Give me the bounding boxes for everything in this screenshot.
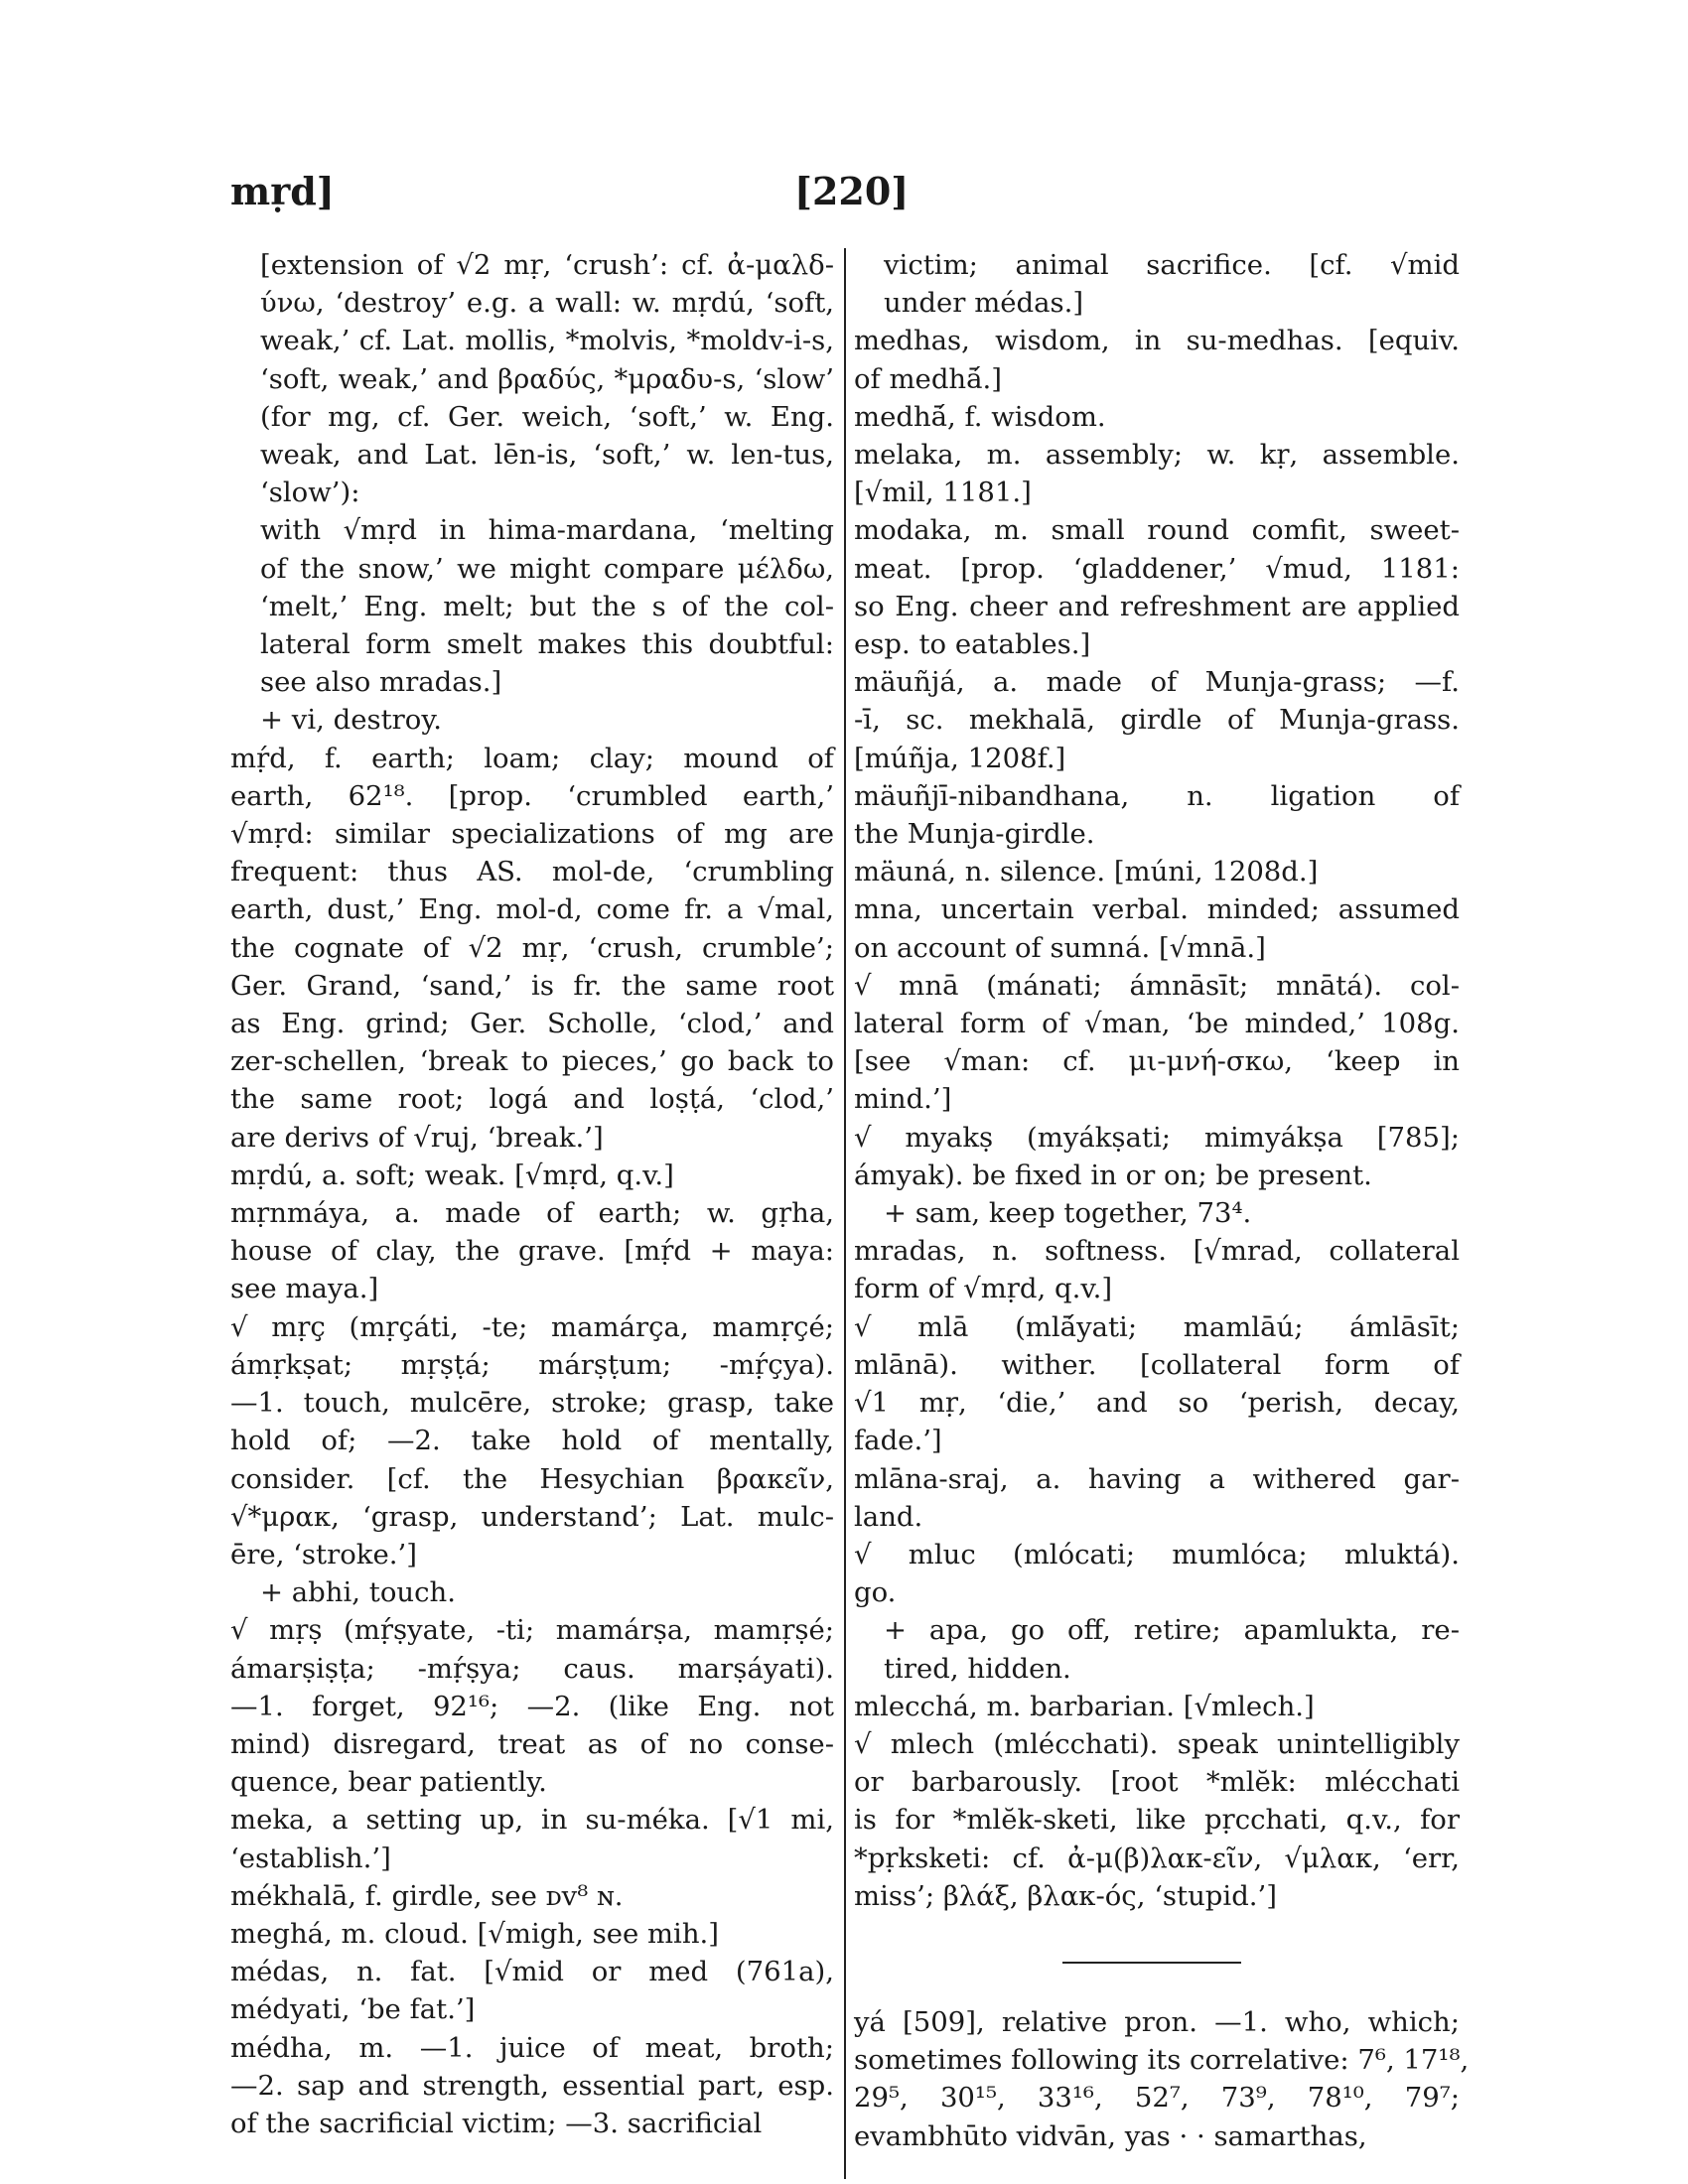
entry-continuation [854, 1611, 1460, 1687]
dictionary-entry [854, 436, 1460, 511]
text-line: medhas, wisdom, in su-medhas. [equiv. [854, 325, 1460, 357]
dictionary-entry [230, 740, 834, 1157]
text-line: under médas.] [884, 287, 1084, 320]
dictionary-entry [230, 1877, 834, 1915]
text-line: mlāna-sraj, a. having a withered gar- [854, 1462, 1460, 1495]
text-line: see also mradas.] [260, 666, 502, 699]
text-line: yá [509], relative pron. —1. who, which; [854, 2006, 1460, 2038]
text-line: meghá, m. cloud. [√migh, see mih.] [230, 1917, 720, 1950]
dictionary-entry [230, 1157, 834, 1194]
text-line: —1. forget, 92¹⁶; —2. (like Eng. not [230, 1690, 834, 1722]
text-line: with √mṛd in hima-mardana, ‘melting [260, 514, 834, 547]
text-line: [√mil, 1181.] [854, 477, 1032, 509]
text-line: mlānā). wither. [collateral form of [854, 1348, 1460, 1381]
text-line: √*μρακ, ‘grasp, understand’; Lat. mulc- [230, 1500, 834, 1533]
column-divider [844, 248, 846, 2179]
dictionary-entry [854, 322, 1460, 397]
text-line: lateral form of √man, ‘be minded,’ 108g. [854, 1008, 1460, 1040]
dictionary-entry [230, 2029, 834, 2143]
text-line: fade.’] [854, 1425, 942, 1457]
text-line: mind.’] [854, 1083, 952, 1116]
text-line: mṛ́d, f. earth; loam; clay; mound of [230, 742, 834, 774]
dictionary-entry [854, 777, 1460, 853]
text-line: mäuñjī-nibandhana, n. ligation of [854, 779, 1460, 812]
text-line: evambhūto vidvān, yas · · samarthas, [854, 2119, 1367, 2152]
text-line: lateral form smelt makes this doubtful: [260, 628, 834, 661]
text-line: land. [854, 1500, 923, 1533]
dictionary-entry [230, 1194, 834, 1308]
dictionary-entry [230, 1953, 834, 2028]
text-line: 29⁵, 30¹⁵, 33¹⁶, 52⁷, 73⁹, 78¹⁰, 79⁷; [854, 2082, 1460, 2115]
text-line: consider. [cf. the Hesychian βρακεῖν, [230, 1462, 834, 1495]
text-line: form of √mṛd, q.v.] [854, 1273, 1113, 1305]
text-line: meka, a setting up, in su-méka. [√1 mi, [230, 1804, 834, 1837]
text-line: earth, dust,’ Eng. mol-d, come fr. a √mal, [230, 893, 834, 926]
text-line: is for *mlĕk-sketi, like pṛcchati, q.v., for [854, 1804, 1460, 1837]
text-line: -ī, sc. mekhalā, girdle of Munja-grass. [854, 704, 1460, 737]
text-line: √ mṛç (mṛçáti, -te; mamárça, mamṛçé; [230, 1310, 834, 1343]
text-line: ύνω, ‘destroy’ e.g. a wall: w. mṛdú, ‘soft, [260, 287, 834, 320]
text-line: médas, n. fat. [√mid or med (761a), [230, 1956, 834, 1988]
text-line: Ger. Grand, ‘sand,’ is fr. the same root [230, 969, 834, 1002]
text-line: [extension of √2 mṛ, ‘crush’: cf. ἀ-μαλδ- [260, 249, 834, 281]
text-line: mäuñjá, a. made of Munja-grass; —f. [854, 666, 1460, 699]
text-line: ‘establish.’] [230, 1842, 391, 1874]
text-line: mṛnmáya, a. made of earth; w. gṛha, [230, 1197, 834, 1230]
dictionary-entry [230, 1801, 834, 1876]
dictionary-entry [854, 663, 1460, 777]
text-line: √mṛd: similar specializations of mg are [230, 818, 834, 851]
dictionary-entry [854, 1308, 1460, 1460]
text-line: of medhā́.] [854, 362, 1003, 395]
running-head: mṛd] [230, 169, 335, 213]
text-line: √ mlā (mlā́yati; mamlāú; ámlāsīt; [854, 1310, 1460, 1343]
text-line: of the sacrificial victim; —3. sacrificial [230, 2107, 763, 2139]
text-line: see maya.] [230, 1273, 379, 1305]
page-number: [220] [794, 169, 910, 213]
dictionary-entry [854, 1232, 1460, 1307]
right-column [854, 246, 1460, 1915]
text-line: médha, m. —1. juice of meat, broth; [230, 2031, 834, 2064]
dictionary-entry [854, 398, 1460, 436]
text-line: —1. touch, mulcēre, stroke; grasp, take [230, 1387, 834, 1420]
dictionary-entry [854, 1460, 1460, 1536]
entry-ya [854, 2003, 1470, 2155]
text-line: victim; animal sacrifice. [cf. √mid [884, 249, 1460, 281]
text-line: quence, bear patiently. [230, 1766, 547, 1799]
text-line: tired, hidden. [884, 1652, 1071, 1685]
text-line: + apa, go off, retire; apamlukta, re- [884, 1614, 1460, 1647]
text-line: so Eng. cheer and refreshment are applied [854, 590, 1460, 622]
left-column [230, 246, 834, 2142]
entry-continuation [230, 701, 834, 739]
text-line: weak, and Lat. lēn-is, ‘soft,’ w. len-tus, [260, 439, 834, 472]
text-line: sometimes following its correlative: 7⁶, 17¹⁸, [854, 2044, 1470, 2077]
entry-continuation [230, 511, 834, 701]
text-line: meat. [prop. ‘gladdener,’ √mud, 1181: [854, 552, 1460, 585]
text-line: [see √man: cf. μι-μνή-σκω, ‘keep in [854, 1045, 1460, 1078]
text-line: the same root; logá and loṣṭá, ‘clod,’ [230, 1083, 834, 1116]
dictionary-entry [854, 511, 1460, 663]
dictionary-entry [854, 1688, 1460, 1725]
text-line: mékhalā, f. girdle, see ᴅᴠ⁸ ɴ. [230, 1879, 624, 1912]
text-line: mradas, n. softness. [√mrad, collateral [854, 1235, 1460, 1268]
text-line: mlecchá, m. barbarian. [√mlech.] [854, 1690, 1315, 1722]
dictionary-entry [230, 1915, 834, 1953]
dictionary-entry [854, 2003, 1470, 2155]
text-line: —2. sap and strength, essential part, esp. [230, 2069, 834, 2102]
text-line: go. [854, 1576, 897, 1609]
text-line: are derivs of √ruj, ‘break.’] [230, 1121, 604, 1154]
text-line: (for mg, cf. Ger. weich, ‘soft,’ w. Eng. [260, 400, 834, 433]
dictionary-entry [854, 1119, 1460, 1194]
text-line: + vi, destroy. [260, 704, 442, 737]
text-line: or barbarously. [root *mlĕk: mlécchati [854, 1766, 1460, 1799]
text-line: frequent: thus AS. mol-de, ‘crumbling [230, 856, 834, 888]
dictionary-entry [854, 1725, 1460, 1915]
text-line: ‘slow’): [260, 477, 360, 509]
text-line: √ mṛṣ (mṛ́ṣyate, -ti; mamárṣa, mamṛṣé; [230, 1614, 834, 1647]
dictionary-entry [230, 1611, 834, 1801]
text-line: miss’; βλάξ, βλακ-ός, ‘stupid.’] [854, 1879, 1278, 1912]
text-line: melaka, m. assembly; w. kṛ, assemble. [854, 439, 1460, 472]
text-line: + abhi, touch. [260, 1576, 456, 1609]
text-line: of the snow,’ we might compare μέλδω, [260, 552, 834, 585]
text-line: earth, 62¹⁸. [prop. ‘crumbled earth,’ [230, 779, 834, 812]
text-line: as Eng. grind; Ger. Scholle, ‘clod,’ and [230, 1008, 834, 1040]
text-line: *pṛksketi: cf. ἀ-μ(β)λακ-εῖν, √μλακ, ‘err, [854, 1842, 1460, 1874]
text-line: house of clay, the grave. [mṛ́d + maya: [230, 1235, 834, 1268]
text-line: √ mlech (mlécchati). speak unintelligibly [854, 1727, 1460, 1760]
text-line: √ mluc (mlócati; mumlóca; mluktá). [854, 1538, 1460, 1570]
dictionary-entry [854, 967, 1460, 1119]
text-line: ámṛkṣat; mṛṣṭá; márṣṭum; -mṛ́çya). [230, 1348, 834, 1381]
text-line: modaka, m. small round comfit, sweet- [854, 514, 1460, 547]
text-line: ‘soft, weak,’ and βραδύς, *μραδυ-s, ‘slow’ [260, 362, 834, 395]
text-line: mind) disregard, treat as of no conse- [230, 1727, 834, 1760]
text-line: zer-schellen, ‘break to pieces,’ go back to [230, 1045, 834, 1078]
text-line: mṛdú, a. soft; weak. [√mṛd, q.v.] [230, 1159, 674, 1191]
entry-continuation [230, 1573, 834, 1611]
text-line: mna, uncertain verbal. minded; assumed [854, 893, 1460, 926]
dictionary-entry [854, 853, 1460, 890]
text-line: √ myakṣ (myákṣati; mimyákṣa [785]; [854, 1121, 1460, 1154]
text-line: ámarṣiṣṭa; -mṛ́ṣya; caus. marṣáyati). [230, 1652, 834, 1685]
entry-continuation [854, 1194, 1460, 1232]
dictionary-entry [854, 890, 1460, 966]
text-line: ámyak). be fixed in or on; be present. [854, 1159, 1372, 1191]
text-line: esp. to eatables.] [854, 628, 1091, 661]
entry-continuation [854, 246, 1460, 322]
text-line: mäuná, n. silence. [múni, 1208d.] [854, 856, 1319, 888]
dictionary-entry [230, 1308, 834, 1573]
section-rule [1062, 1962, 1241, 1964]
text-line: medhā́, f. wisdom. [854, 400, 1106, 433]
entry-continuation [230, 246, 834, 511]
text-line: the cognate of √2 mṛ, ‘crush, crumble’; [230, 931, 834, 964]
text-line: + sam, keep together, 73⁴. [884, 1197, 1252, 1230]
text-line: on account of sumná. [√mnā.] [854, 931, 1266, 964]
text-line: ‘melt,’ Eng. melt; but the s of the col- [260, 590, 834, 622]
dictionary-entry [854, 1536, 1460, 1611]
text-line: √1 mṛ, ‘die,’ and so ‘perish, decay, [854, 1387, 1460, 1420]
text-line: hold of; —2. take hold of mentally, [230, 1425, 834, 1457]
text-line: médyati, ‘be fat.’] [230, 1993, 476, 2026]
text-line: weak,’ cf. Lat. mollis, *molvis, *moldv-i-s, [260, 325, 834, 357]
text-line: the Munja-girdle. [854, 818, 1095, 851]
text-line: √ mnā (mánati; ámnāsīt; mnātá). col- [854, 969, 1460, 1002]
text-line: [múñja, 1208f.] [854, 742, 1066, 774]
text-line: ēre, ‘stroke.’] [230, 1538, 417, 1570]
